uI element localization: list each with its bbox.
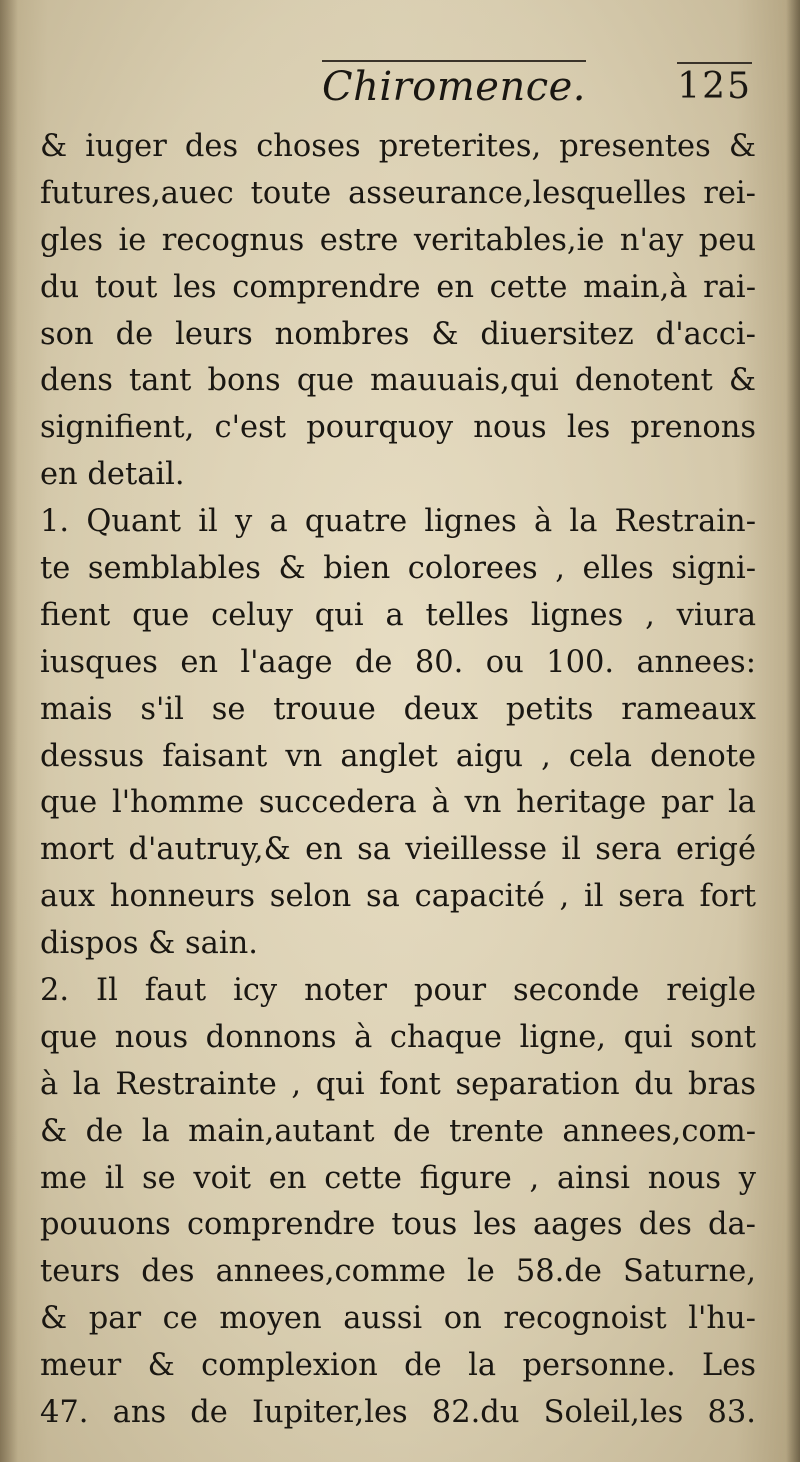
text-line: que nous donnons à chaque ligne, qui sont (40, 1019, 756, 1055)
text-line: son de leurs nombres & diuersitez d'acci- (40, 316, 756, 352)
text-line: que l'homme succedera à vn heritage par la (40, 785, 756, 821)
text-line: me il se voit en cette figure , ainsi nous y (40, 1160, 756, 1196)
text-line: mais s'il se trouue deux petits rameaux (40, 691, 756, 727)
text-line: dessus faisant vn anglet aigu , cela denote (40, 738, 756, 774)
text-line: futures,auec toute asseurance,lesquelles rei- (40, 175, 756, 211)
text-line: & iuger des choses preterites, presentes & (40, 129, 756, 164)
text-line: & de la main,autant de trente annees,com- (40, 1113, 756, 1149)
text-line: 47. ans de Iupiter,les 82.du Soleil,les 83. (40, 1395, 756, 1431)
page-header (40, 60, 760, 120)
text-line: gles ie recognus estre veritables,ie n'ay peu (40, 222, 756, 258)
body-text (40, 124, 756, 1437)
page-gutter-shadow (0, 0, 18, 1462)
text-line: 2. Il faut icy noter pour seconde reigle (40, 973, 756, 1009)
text-line: dens tant bons que mauuais,qui denotent & (40, 363, 756, 399)
text-line: meur & complexion de la personne. Les (40, 1348, 756, 1384)
text-line: iusques en l'aage de 80. ou 100. annees: (40, 644, 756, 680)
text-line: en detail. (40, 457, 185, 493)
page-number: 125 (677, 62, 752, 107)
running-head: Chiromence. (322, 60, 586, 110)
text-line: & par ce moyen aussi on recognoist l'hu- (40, 1301, 756, 1337)
page-edge-shadow (786, 0, 800, 1462)
text-line: teurs des annees,comme le 58.de Saturne, (40, 1254, 756, 1290)
text-line: signifient, c'est pourquoy nous les prenons (40, 410, 756, 446)
text-line: à la Restrainte , qui font separation du bras (40, 1066, 756, 1102)
text-line: dispos & sain. (40, 926, 258, 962)
text-line: te semblables & bien colorees , elles signi- (40, 551, 756, 587)
text-line: 1. Quant il y a quatre lignes à la Restrain- (40, 504, 756, 540)
text-line: aux honneurs selon sa capacité , il sera fort (40, 879, 756, 915)
text-line: pouuons comprendre tous les aages des da- (40, 1207, 756, 1243)
text-line: fient que celuy qui a telles lignes , viura (40, 597, 756, 633)
text-line: du tout les comprendre en cette main,à rai- (40, 269, 756, 305)
text-line: mort d'autruy,& en sa vieillesse il sera erigé (40, 832, 756, 868)
